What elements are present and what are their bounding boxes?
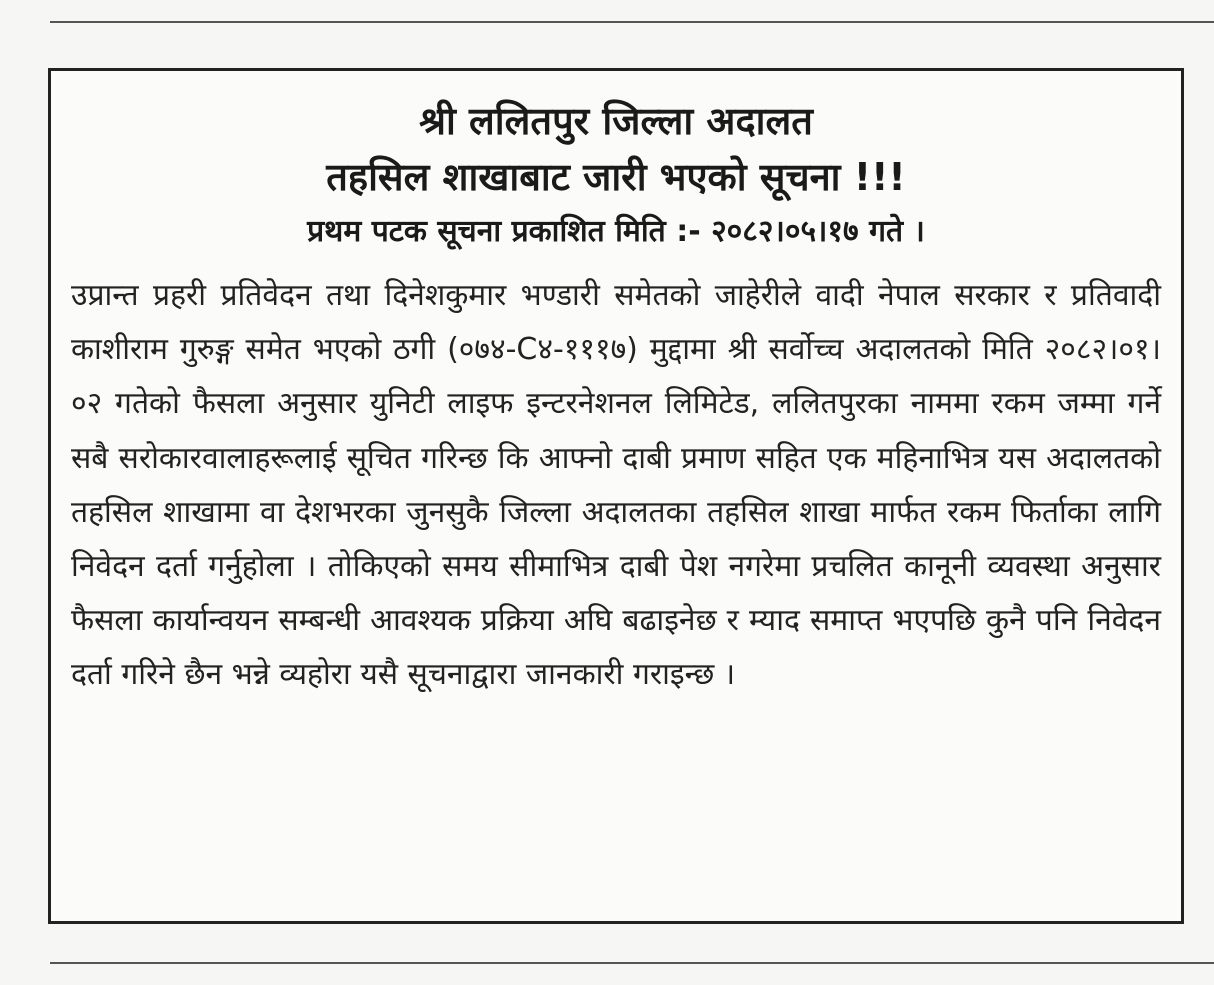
bottom-divider: [50, 962, 1214, 964]
notice-title: श्री ललितपुर जिल्ला अदालत: [419, 99, 813, 143]
court-notice-box: [48, 68, 1184, 924]
notice-body: उप्रान्त प्रहरी प्रतिवेदन तथा दिनेशकुमार भण्डारी समेतको जाहेरीले वादी नेपाल सरकार र प्रतिवादी काशीराम गुरुङ्ग समेत भएको ठगी (०७४-C४-१११७) मुद्दामा श्री सर्वोच्च अदालतको मिति २०८२।०१।०२ गतेको फैसला अनुसार युनिटी लाइफ इन्टरनेशनल लिमिटेड, ललितपुरका नाममा रकम जम्मा गर्ने सबै सरोकारवालाहरूलाई सूचित गरिन्छ कि आफ्नो दाबी प्रमाण सहित एक महिनाभित्र यस अदालतको तहसिल शाखामा वा देशभरका जुनसुकै जिल्ला अदालतका तहसिल शाखा मार्फत रकम फिर्ताका लागि निवेदन दर्ता गर्नुहोला । तोकिएको समय सीमाभित्र दाबी पेश नगरेमा प्रचलित कानूनी व्यवस्था अनुसार फैसला कार्यान्वयन सम्बन्धी आवश्यक प्रक्रिया अघि बढाइनेछ र म्याद समाप्त भएपछि कुनै पनि निवेदन दर्ता गरिने छैन भन्ने व्यहोरा यसै सूचनाद्वारा जानकारी गराइन्छ ।: [71, 278, 1161, 693]
top-divider: [50, 21, 1214, 23]
publication-date-line: प्रथम पटक सूचना प्रकाशित मिति :- २०८२।०५।१७ गते ।: [307, 214, 925, 249]
notice-subtitle: तहसिल शाखाबाट जारी भएको सूचना !!!: [326, 155, 906, 199]
notice-header: [51, 93, 1181, 259]
